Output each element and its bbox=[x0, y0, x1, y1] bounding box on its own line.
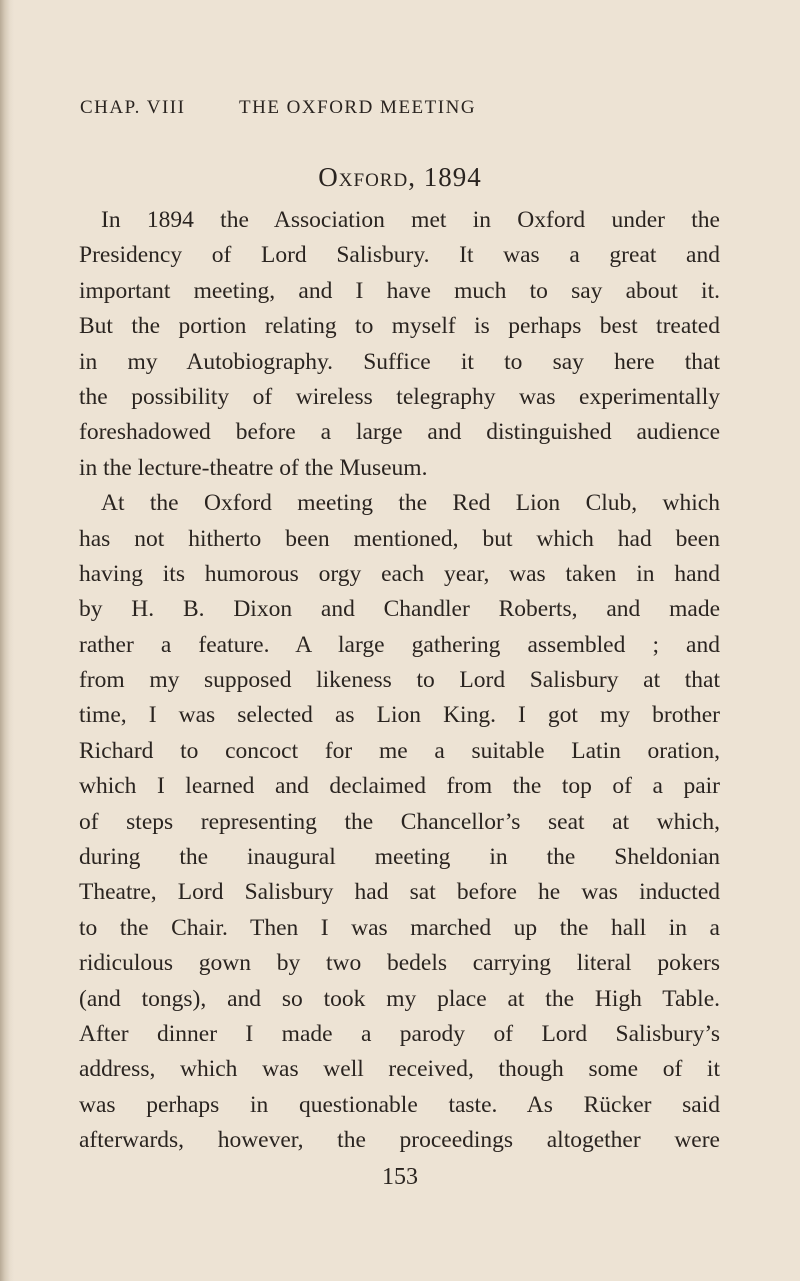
text-line: After dinner I made a parody of Lord Salisbury’s bbox=[79, 1020, 720, 1047]
text-line: Presidency of Lord Salisbury. It was a great and bbox=[79, 242, 720, 269]
text-line: ridiculous gown by two bedels carrying literal pokers bbox=[79, 950, 720, 977]
running-title: THE OXFORD MEETING bbox=[239, 97, 477, 118]
chapter-label: CHAP. VIII bbox=[80, 97, 186, 118]
running-head bbox=[80, 97, 720, 127]
text-line: important meeting, and I have much to say about it. bbox=[79, 277, 720, 304]
text-line: has not hitherto been mentioned, but which had been bbox=[79, 525, 720, 552]
text-line: rather a feature. A large gathering assembled ; and bbox=[79, 631, 720, 658]
text-line: foreshadowed before a large and distinguished audience bbox=[79, 419, 720, 446]
text-line: during the inaugural meeting in the Sheldonian bbox=[79, 844, 720, 871]
text-line: in the lecture-theatre of the Museum. bbox=[79, 454, 428, 481]
text-line: In 1894 the Association met in Oxford under the bbox=[101, 207, 720, 233]
text-line: of steps representing the Chancellor’s seat at which, bbox=[79, 808, 720, 835]
text-line: the possibility of wireless telegraphy was experimentally bbox=[79, 383, 720, 410]
text-line: from my supposed likeness to Lord Salisbury at that bbox=[79, 667, 720, 694]
page-number: 153 bbox=[382, 1164, 418, 1190]
text-line: to the Chair. Then I was marched up the hall in a bbox=[79, 914, 720, 941]
text-line: But the portion relating to myself is perhaps best treated bbox=[79, 313, 720, 340]
text-line: in my Autobiography. Suffice it to say here that bbox=[79, 348, 720, 375]
text-line: which I learned and declaimed from the top of a pair bbox=[79, 773, 720, 800]
text-line: address, which was well received, though some of it bbox=[79, 1056, 720, 1083]
text-line: (and tongs), and so took my place at the High Table. bbox=[79, 985, 720, 1012]
text-line: having its humorous orgy each year, was taken in hand bbox=[79, 560, 720, 587]
text-line: was perhaps in questionable taste. As Rücker said bbox=[79, 1091, 720, 1118]
body-text bbox=[79, 203, 720, 1159]
section-heading: Oxford, 1894 bbox=[318, 162, 482, 192]
text-line: afterwards, however, the proceedings altogether were bbox=[79, 1127, 720, 1154]
text-line: by H. B. Dixon and Chandler Roberts, and made bbox=[79, 596, 720, 623]
text-line: Richard to concoct for me a suitable Latin oration, bbox=[79, 737, 720, 764]
text-line: Theatre, Lord Salisbury had sat before he was inducted bbox=[79, 879, 720, 906]
text-line: At the Oxford meeting the Red Lion Club, which bbox=[101, 490, 720, 517]
text-line: time, I was selected as Lion King. I got my brother bbox=[79, 702, 720, 729]
